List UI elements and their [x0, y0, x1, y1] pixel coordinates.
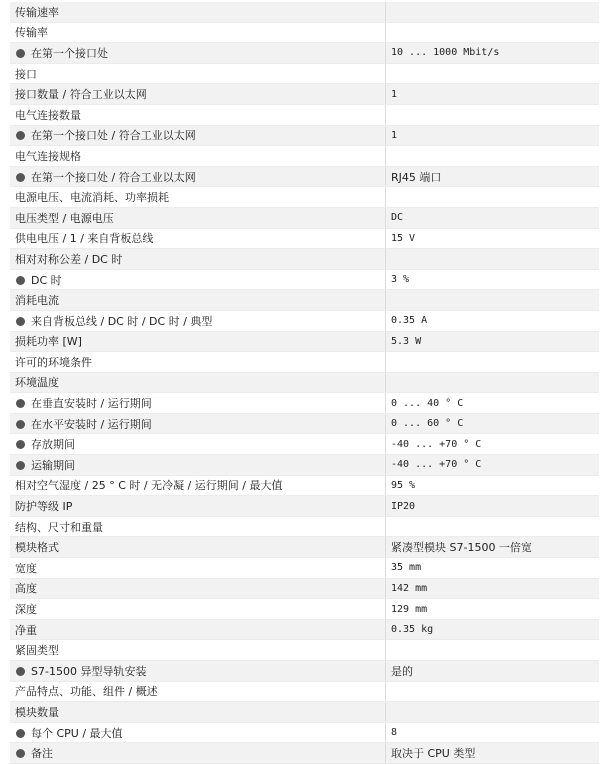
bullet-icon: [16, 49, 25, 58]
spec-value-cell: [386, 578, 600, 599]
spec-row: [10, 249, 599, 270]
spec-label: 运输期间: [31, 458, 75, 472]
bullet-icon: [16, 420, 25, 429]
spec-row: [10, 743, 599, 764]
spec-value: 0 ... 40 ° C: [391, 397, 464, 409]
spec-row: [10, 475, 599, 496]
spec-value: 142 mm: [391, 582, 428, 594]
spec-value-cell: [386, 702, 600, 723]
spec-label: 每个 CPU / 最大值: [31, 726, 123, 740]
spec-row: [10, 413, 599, 434]
spec-label-cell: [10, 63, 386, 84]
spec-row: [10, 496, 599, 517]
spec-value-cell: [386, 84, 600, 105]
spec-value-cell: [386, 661, 600, 682]
spec-label: 接口数量 / 符合工业以太网: [15, 88, 147, 102]
spec-value-cell: [386, 290, 600, 311]
spec-value: 8: [391, 727, 398, 739]
spec-label-cell: [10, 290, 386, 311]
bullet-icon: [16, 440, 25, 449]
spec-value-cell: [386, 269, 600, 290]
spec-label: 宽度: [15, 561, 37, 575]
spec-label: DC 时: [31, 273, 62, 287]
spec-value-cell: [386, 2, 600, 22]
spec-row: [10, 640, 599, 661]
spec-label: 电气连接数量: [15, 108, 81, 122]
spec-row: [10, 125, 599, 146]
spec-value-cell: [386, 187, 600, 208]
spec-label: 消耗电流: [15, 294, 59, 308]
spec-value: 129 mm: [391, 603, 428, 615]
spec-row: [10, 310, 599, 331]
spec-value: DC: [391, 212, 404, 224]
spec-value: 1: [391, 129, 398, 141]
spec-row: [10, 352, 599, 373]
bullet-icon: [16, 749, 25, 758]
spec-value-cell: [386, 619, 600, 640]
spec-label: 在垂直安装时 / 运行期间: [31, 397, 152, 411]
spec-value-cell: [386, 125, 600, 146]
spec-label-cell: [10, 207, 386, 228]
spec-row: [10, 187, 599, 208]
spec-label: 紧固类型: [15, 644, 59, 658]
spec-value-cell: [386, 475, 600, 496]
spec-label-cell: [10, 372, 386, 393]
spec-label: 损耗功率 [W]: [15, 335, 82, 349]
spec-label-cell: [10, 516, 386, 537]
spec-label-cell: [10, 43, 386, 64]
spec-row: [10, 455, 599, 476]
spec-label: 供电电压 / 1 / 来自背板总线: [15, 232, 154, 246]
spec-row: [10, 166, 599, 187]
spec-label: 电源电压、电流消耗、功率损耗: [15, 191, 169, 205]
spec-value: 10 ... 1000 Mbit/s: [391, 47, 500, 59]
spec-row: [10, 228, 599, 249]
spec-label-cell: [10, 640, 386, 661]
spec-label-cell: [10, 722, 386, 743]
spec-label-cell: [10, 455, 386, 476]
spec-label-cell: [10, 393, 386, 414]
spec-value: 0.35 A: [391, 315, 428, 327]
spec-row: [10, 578, 599, 599]
spec-row: [10, 22, 599, 43]
spec-label-cell: [10, 413, 386, 434]
spec-label-cell: [10, 2, 386, 22]
spec-label: 传输速率: [15, 5, 59, 19]
spec-table-body: [10, 2, 599, 763]
spec-label: 电压类型 / 电源电压: [15, 211, 114, 225]
spec-value: 1: [391, 88, 398, 100]
spec-value-cell: [386, 104, 600, 125]
bullet-icon: [16, 729, 25, 738]
spec-row: [10, 516, 599, 537]
spec-value: 0.35 kg: [391, 624, 434, 636]
spec-value-cell: [386, 434, 600, 455]
bullet-icon: [16, 317, 25, 326]
spec-label-cell: [10, 22, 386, 43]
spec-label: 环境温度: [15, 376, 59, 390]
spec-value-cell: [386, 228, 600, 249]
spec-label-cell: [10, 146, 386, 167]
spec-label-cell: [10, 125, 386, 146]
spec-value-cell: [386, 393, 600, 414]
spec-value: 是的: [391, 664, 413, 678]
spec-label-cell: [10, 269, 386, 290]
spec-value-cell: [386, 599, 600, 620]
spec-value-cell: [386, 331, 600, 352]
bullet-icon: [16, 399, 25, 408]
spec-value-cell: [386, 413, 600, 434]
spec-label: 在第一个接口处 / 符合工业以太网: [31, 129, 196, 143]
spec-row: [10, 558, 599, 579]
spec-row: [10, 63, 599, 84]
spec-value-cell: [386, 249, 600, 270]
spec-value: 35 mm: [391, 562, 422, 574]
bullet-icon: [16, 667, 25, 676]
spec-label: 在水平安装时 / 运行期间: [31, 417, 152, 431]
spec-label-cell: [10, 249, 386, 270]
spec-value-cell: [386, 496, 600, 517]
spec-value: -40 ... +70 ° C: [391, 438, 482, 450]
spec-label-cell: [10, 681, 386, 702]
spec-label-cell: [10, 228, 386, 249]
spec-label: 深度: [15, 603, 37, 617]
spec-row: [10, 537, 599, 558]
spec-label: 在第一个接口处 / 符合工业以太网: [31, 170, 196, 184]
spec-value-cell: [386, 537, 600, 558]
spec-value: IP20: [391, 500, 416, 512]
spec-row: [10, 434, 599, 455]
spec-row: [10, 2, 599, 22]
spec-value: 5.3 W: [391, 335, 422, 347]
spec-value: 3 %: [391, 274, 410, 286]
spec-label-cell: [10, 496, 386, 517]
spec-value-cell: [386, 63, 600, 84]
spec-label: 高度: [15, 582, 37, 596]
spec-label-cell: [10, 661, 386, 682]
spec-value-cell: [386, 722, 600, 743]
spec-value-cell: [386, 558, 600, 579]
spec-value-cell: [386, 372, 600, 393]
spec-label-cell: [10, 352, 386, 373]
spec-value: 取决于 CPU 类型: [391, 747, 476, 761]
spec-label-cell: [10, 310, 386, 331]
bullet-icon: [16, 173, 25, 182]
spec-row: [10, 661, 599, 682]
spec-table: [10, 2, 599, 764]
spec-value-cell: [386, 310, 600, 331]
spec-label-cell: [10, 619, 386, 640]
spec-label-cell: [10, 743, 386, 764]
spec-row: [10, 207, 599, 228]
spec-label: S7-1500 异型导轨安装: [31, 664, 147, 678]
spec-value: 95 %: [391, 479, 416, 491]
spec-value-cell: [386, 516, 600, 537]
spec-label: 模块格式: [15, 541, 59, 555]
spec-label: 相对对称公差 / DC 时: [15, 252, 123, 266]
spec-value-cell: [386, 43, 600, 64]
spec-label: 结构、尺寸和重量: [15, 520, 103, 534]
spec-label: 接口: [15, 67, 37, 81]
spec-label-cell: [10, 475, 386, 496]
spec-row: [10, 372, 599, 393]
spec-row: [10, 599, 599, 620]
spec-label-cell: [10, 702, 386, 723]
spec-label-cell: [10, 104, 386, 125]
spec-value: -40 ... +70 ° C: [391, 459, 482, 471]
spec-label-cell: [10, 599, 386, 620]
spec-row: [10, 290, 599, 311]
spec-label: 传输率: [15, 26, 48, 40]
spec-row: [10, 146, 599, 167]
spec-label: 防护等级 IP: [15, 500, 73, 514]
spec-row: [10, 104, 599, 125]
spec-value-cell: [386, 455, 600, 476]
spec-row: [10, 43, 599, 64]
spec-value-cell: [386, 146, 600, 167]
spec-label: 许可的环境条件: [15, 355, 92, 369]
spec-value: 15 V: [391, 232, 416, 244]
spec-label-cell: [10, 434, 386, 455]
spec-label-cell: [10, 537, 386, 558]
spec-label: 来自背板总线 / DC 时 / DC 时 / 典型: [31, 314, 213, 328]
spec-value-cell: [386, 681, 600, 702]
spec-row: [10, 393, 599, 414]
spec-label: 备注: [31, 747, 53, 761]
spec-value-cell: [386, 22, 600, 43]
spec-value-cell: [386, 166, 600, 187]
bullet-icon: [16, 131, 25, 140]
spec-value-cell: [386, 743, 600, 764]
spec-label: 存放期间: [31, 438, 75, 452]
spec-row: [10, 702, 599, 723]
spec-row: [10, 681, 599, 702]
spec-label: 产品特点、功能、组件 / 概述: [15, 685, 158, 699]
spec-label-cell: [10, 187, 386, 208]
spec-value: RJ45 端口: [391, 170, 442, 184]
spec-row: [10, 331, 599, 352]
spec-label-cell: [10, 578, 386, 599]
spec-label: 相对空气湿度 / 25 ° C 时 / 无冷凝 / 运行期间 / 最大值: [15, 479, 283, 493]
spec-label-cell: [10, 558, 386, 579]
spec-label-cell: [10, 166, 386, 187]
spec-row: [10, 619, 599, 640]
spec-value-cell: [386, 207, 600, 228]
spec-label: 在第一个接口处: [31, 46, 108, 60]
spec-row: [10, 722, 599, 743]
spec-label: 模块数量: [15, 705, 59, 719]
spec-label: 电气连接规格: [15, 149, 81, 163]
spec-label-cell: [10, 331, 386, 352]
bullet-icon: [16, 461, 25, 470]
spec-row: [10, 269, 599, 290]
spec-value-cell: [386, 640, 600, 661]
spec-value: 0 ... 60 ° C: [391, 418, 464, 430]
spec-label-cell: [10, 84, 386, 105]
spec-row: [10, 84, 599, 105]
bullet-icon: [16, 276, 25, 285]
spec-label: 净重: [15, 623, 37, 637]
spec-value: 紧凑型模块 S7-1500 一倍宽: [391, 541, 532, 555]
spec-value-cell: [386, 352, 600, 373]
